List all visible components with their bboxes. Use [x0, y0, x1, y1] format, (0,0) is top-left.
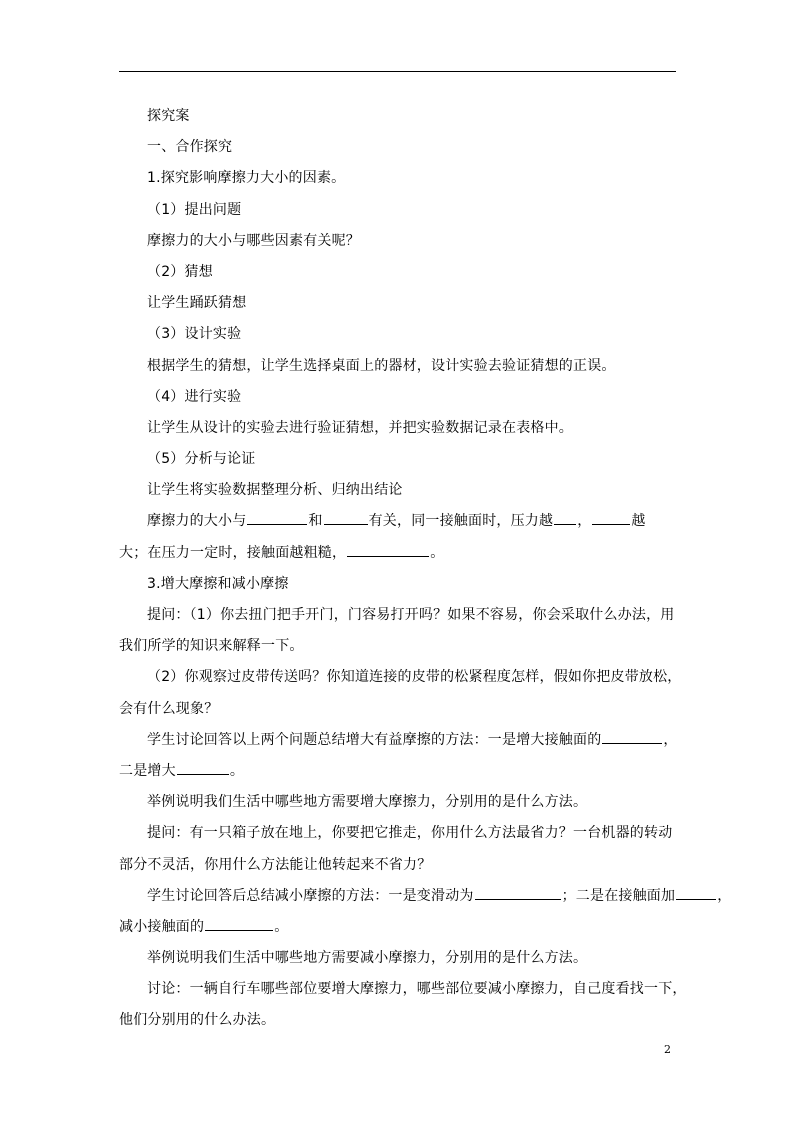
paragraph: 让学生踊跃猜想 [147, 295, 247, 312]
paragraph: 让学生将实验数据整理分析、归纳出结论 [147, 482, 403, 499]
text-segment: 大；在压力一定时，接触面越粗糙， [119, 544, 347, 561]
paragraph: 根据学生的猜想，让学生选择桌面上的器材，设计实验去验证猜想的正误。 [147, 357, 616, 374]
text-segment: 和 [308, 513, 323, 530]
text-segment: 学生讨论回答以上两个问题总结增大有益摩擦的方法：一是增大接触面的 [147, 731, 602, 748]
paragraph: 提问：有一只箱子放在地上，你要把它推走，你用什么方法最省力？一台机器的转动 [147, 825, 673, 842]
text-segment: 。 [274, 918, 289, 935]
text-segment: ， [717, 887, 732, 904]
text-segment: 。 [430, 544, 445, 561]
paragraph: 举例说明我们生活中哪些地方需要减小摩擦力，分别用的是什么方法。 [147, 950, 588, 967]
paragraph: 让学生从设计的实验去进行验证猜想，并把实验数据记录在表格中。 [147, 419, 573, 436]
paragraph: 会有什么现象？ [119, 700, 219, 717]
topic-heading: 3.增大摩擦和减小摩擦 [147, 575, 289, 592]
fill-in-paragraph [119, 506, 679, 537]
answer-blank[interactable] [205, 915, 273, 931]
step-heading: （3）设计实验 [147, 326, 242, 343]
paragraph: 讨论：一辆自行车哪些部位要增大摩擦力，哪些部位要减小摩擦力，自己度看找一下， [147, 981, 687, 998]
paragraph: 举例说明我们生活中哪些地方需要增大摩擦力，分别用的是什么方法。 [147, 794, 588, 811]
document-body [119, 101, 732, 1037]
step-heading: （1）提出问题 [147, 201, 242, 218]
answer-blank[interactable] [247, 509, 307, 525]
step-heading: （4）进行实验 [147, 388, 242, 405]
header-rule [119, 71, 676, 72]
text-segment: 摩擦力的大小与 [147, 513, 247, 530]
text-segment: 二是增大 [119, 762, 176, 779]
text-segment: ， [663, 731, 678, 748]
answer-blank[interactable] [475, 884, 561, 900]
text-segment: 学生讨论回答后总结减小摩擦的方法：一是变滑动为 [147, 887, 474, 904]
fill-in-paragraph [119, 538, 679, 569]
answer-blank[interactable] [347, 541, 429, 557]
paragraph: 摩擦力的大小与哪些因素有关呢？ [147, 232, 360, 249]
paragraph: 提问：（1）你去扭门把手开门，门容易打开吗？如果不容易，你会采取什么办法，用 [147, 607, 675, 623]
paragraph: （2）你观察过皮带传送吗？你知道连接的皮带的松紧程度怎样，假如你把皮带放松， [147, 669, 682, 686]
fill-in-paragraph [119, 912, 679, 943]
text-segment: 越 [631, 513, 646, 530]
section-title: 探究案 [147, 108, 190, 124]
answer-blank[interactable] [554, 509, 576, 525]
topic-heading: 1.探究影响摩擦力大小的因素。 [147, 170, 346, 187]
fill-in-paragraph [119, 881, 732, 912]
text-segment: ， [577, 513, 592, 530]
paragraph: 部分不灵活，你用什么方法能让他转起来不省力？ [119, 856, 432, 873]
page-number: 2 [664, 1043, 671, 1056]
paragraph: 他们分别用的什么办法。 [119, 1012, 276, 1029]
step-heading: （5）分析与论证 [147, 451, 256, 468]
text-segment: 。 [229, 762, 245, 779]
paragraph: 我们所学的知识来解释一下。 [119, 638, 304, 655]
subsection-heading: 一、合作探究 [147, 139, 233, 156]
fill-in-paragraph [119, 756, 679, 787]
answer-blank[interactable] [602, 728, 662, 744]
answer-blank[interactable] [177, 759, 229, 775]
text-segment: 减小接触面的 [119, 918, 205, 935]
answer-blank[interactable] [676, 884, 716, 900]
text-segment: ；二是在接触面加 [561, 887, 676, 904]
answer-blank[interactable] [592, 509, 630, 525]
answer-blank[interactable] [324, 509, 368, 525]
fill-in-paragraph [119, 725, 679, 756]
step-heading: （2）猜想 [147, 263, 213, 280]
text-segment: 有关，同一接触面时，压力越 [368, 513, 554, 530]
